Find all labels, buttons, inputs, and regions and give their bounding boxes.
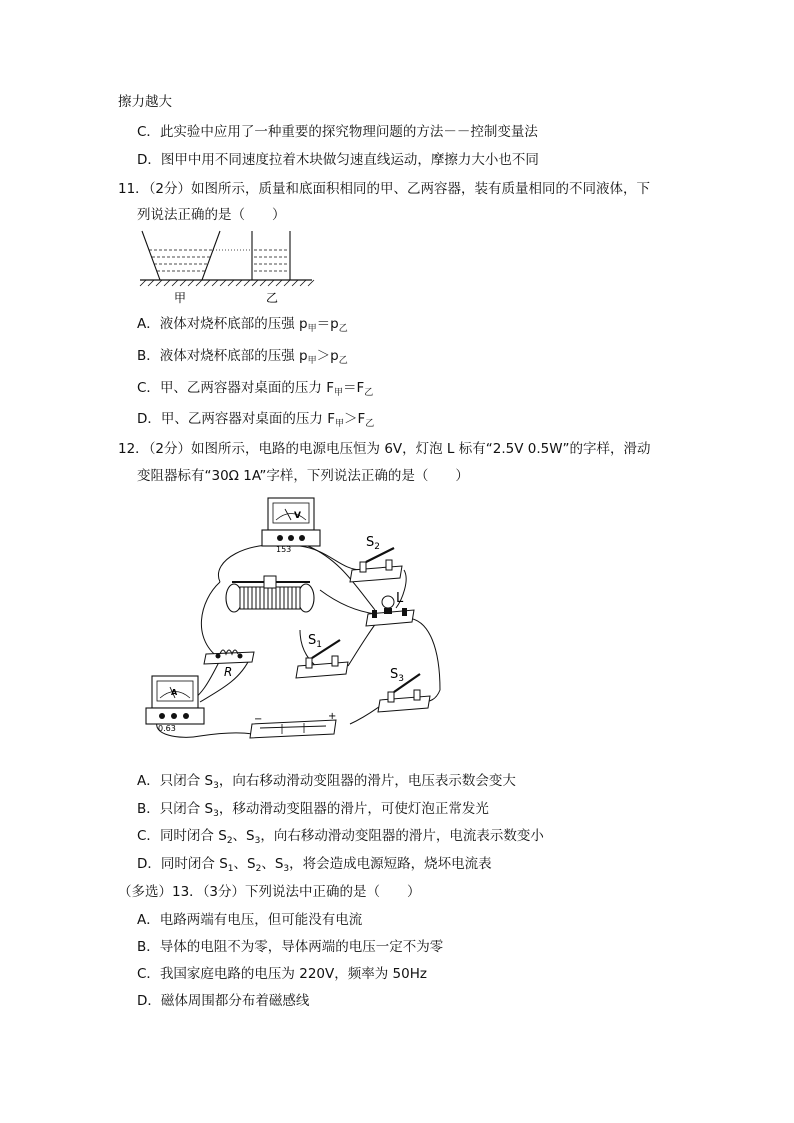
s2-label: $S_2$ bbox=[366, 535, 380, 552]
battery-minus: − bbox=[254, 714, 263, 725]
subscript: 2 bbox=[255, 864, 262, 874]
table-hatching bbox=[140, 280, 314, 286]
q10-tail: 擦力越大 bbox=[118, 94, 172, 110]
q13-option-b bbox=[137, 938, 443, 956]
option-label: A． bbox=[137, 773, 160, 789]
option-text: 液体对烧杯底部的压强 p bbox=[159, 316, 308, 332]
switch-s3 bbox=[378, 667, 430, 712]
q12-option-b bbox=[137, 800, 489, 823]
q12-stem bbox=[118, 440, 651, 458]
wire bbox=[320, 590, 376, 614]
option-text: 、S bbox=[232, 828, 255, 844]
subscript: 3 bbox=[283, 864, 290, 874]
lamp-label: L bbox=[396, 591, 404, 606]
ammeter-scale: 0.63 bbox=[158, 724, 176, 733]
option-text: 甲、乙两容器对桌面的压力 F bbox=[160, 411, 335, 427]
question-number: 13． bbox=[172, 884, 203, 900]
voltmeter bbox=[262, 498, 320, 554]
label-yi: 乙 bbox=[266, 291, 279, 305]
question-text: 下列说法中正确的是（ ） bbox=[245, 884, 421, 900]
subscript: 甲 bbox=[334, 419, 344, 429]
option-text: 同时闭合 S bbox=[159, 828, 227, 844]
option-text: 此实验中应用了一种重要的探究物理问题的方法－－控制变量法 bbox=[159, 124, 538, 140]
q12-circuit-figure bbox=[140, 490, 460, 750]
option-text: ，移动滑动变阻器的滑片，可使灯泡正常发光 bbox=[218, 801, 489, 817]
liquid-yi bbox=[254, 250, 288, 271]
q11-option-a bbox=[137, 315, 348, 338]
option-label: C． bbox=[137, 124, 160, 140]
q12-stem-cont: 变阻器标有“30Ω 1A”字样，下列说法正确的是（ ） bbox=[137, 468, 469, 484]
option-text: ＝p bbox=[316, 316, 339, 332]
subscript: 甲 bbox=[307, 356, 317, 366]
option-text: ，向右移动滑动变阻器的滑片，电流表示数变小 bbox=[260, 828, 544, 844]
subscript: 乙 bbox=[365, 419, 375, 429]
option-text: 、S bbox=[261, 856, 284, 872]
option-text: ＞p bbox=[316, 348, 339, 364]
ammeter-letter: A bbox=[171, 688, 178, 697]
liquid-jia bbox=[149, 250, 213, 271]
question-score: （2分） bbox=[148, 181, 192, 197]
switch-s1 bbox=[296, 633, 348, 678]
q11-option-b bbox=[137, 347, 348, 370]
s3-label: $S_3$ bbox=[390, 667, 404, 684]
option-text: 、S bbox=[233, 856, 256, 872]
voltmeter-letter: V bbox=[294, 511, 301, 521]
question-score: （3分） bbox=[202, 884, 246, 900]
container-jia bbox=[142, 231, 220, 280]
subscript: 甲 bbox=[307, 324, 317, 334]
option-text: 导体的电阻不为零，导体两端的电压一定不为零 bbox=[159, 939, 444, 955]
question-text: 如图所示，质量和底面积相同的甲、乙两容器，装有质量相同的不同液体，下 bbox=[191, 181, 651, 197]
option-text: 同时闭合 S bbox=[160, 856, 228, 872]
option-text: ＝F bbox=[343, 380, 365, 396]
option-label: C． bbox=[137, 966, 160, 982]
q11-container-figure bbox=[136, 228, 326, 308]
option-label: B． bbox=[137, 801, 160, 817]
option-label: D． bbox=[137, 411, 161, 427]
option-text: 只闭合 S bbox=[159, 801, 214, 817]
wire bbox=[201, 582, 222, 660]
rheostat bbox=[226, 576, 314, 612]
option-label: B． bbox=[137, 348, 160, 364]
q13-option-a bbox=[137, 911, 362, 929]
voltmeter-scale: 153 bbox=[276, 545, 292, 554]
q11-stem bbox=[118, 180, 650, 198]
question-number: 12． bbox=[118, 441, 149, 457]
resistor-label: R bbox=[224, 665, 233, 679]
option-label: C． bbox=[137, 828, 160, 844]
subscript: 乙 bbox=[338, 356, 348, 366]
question-number: 11． bbox=[118, 181, 149, 197]
option-label: D． bbox=[137, 152, 161, 168]
question-text: 如图所示，电路的电源电压恒为 6V，灯泡 L 标有“2.5V 0.5W”的字样，滑动 bbox=[191, 441, 651, 457]
subscript: 2 bbox=[226, 836, 233, 846]
question-prefix: （多选） bbox=[118, 884, 172, 900]
option-label: D． bbox=[137, 856, 161, 872]
option-text: 甲、乙两容器对桌面的压力 F bbox=[159, 380, 334, 396]
q11-option-c bbox=[137, 379, 373, 402]
battery-plus: + bbox=[328, 711, 337, 722]
wire bbox=[408, 618, 440, 702]
ammeter bbox=[146, 676, 204, 733]
q12-option-a bbox=[137, 772, 516, 795]
option-text: 只闭合 S bbox=[159, 773, 214, 789]
q13-option-c bbox=[137, 965, 427, 983]
subscript: 乙 bbox=[364, 388, 374, 398]
q11-stem-cont: 列说法正确的是（ ） bbox=[137, 207, 286, 223]
q13-option-d bbox=[137, 992, 309, 1010]
option-label: A． bbox=[137, 912, 160, 928]
s1-label: $S_1$ bbox=[308, 633, 322, 650]
subscript: 1 bbox=[227, 864, 234, 874]
question-score: （2分） bbox=[148, 441, 192, 457]
subscript: 乙 bbox=[338, 324, 348, 334]
switch-s2 bbox=[350, 535, 402, 582]
option-text: ，将会造成电源短路，烧坏电流表 bbox=[289, 856, 492, 872]
subscript: 甲 bbox=[334, 388, 344, 398]
option-text: 我国家庭电路的电压为 220V，频率为 50Hz bbox=[159, 966, 427, 982]
option-text: 电路两端有电压，但可能没有电流 bbox=[159, 912, 363, 928]
option-text: 液体对烧杯底部的压强 p bbox=[159, 348, 308, 364]
wire bbox=[300, 546, 362, 570]
option-text: 图甲中用不同速度拉着木块做匀速直线运动，摩擦力大小也不同 bbox=[160, 152, 539, 168]
option-text: ，向右移动滑动变阻器的滑片，电压表示数会变大 bbox=[218, 773, 516, 789]
option-text: ＞F bbox=[343, 411, 366, 427]
option-label: C． bbox=[137, 380, 160, 396]
q12-option-d bbox=[137, 855, 492, 878]
option-text: 磁体周围都分布着磁感线 bbox=[160, 993, 310, 1009]
q13-stem bbox=[118, 883, 421, 901]
label-jia: 甲 bbox=[174, 291, 187, 305]
q10-option-c bbox=[137, 123, 538, 141]
battery-pack bbox=[250, 711, 336, 738]
subscript: 3 bbox=[213, 781, 219, 791]
subscript: 3 bbox=[254, 836, 261, 846]
q12-option-c bbox=[137, 827, 544, 850]
container-yi bbox=[252, 231, 290, 280]
option-label: D． bbox=[137, 993, 161, 1009]
q10-option-d bbox=[137, 151, 539, 169]
q11-option-d bbox=[137, 410, 374, 433]
option-label: A． bbox=[137, 316, 160, 332]
subscript: 3 bbox=[213, 809, 219, 819]
option-label: B． bbox=[137, 939, 160, 955]
